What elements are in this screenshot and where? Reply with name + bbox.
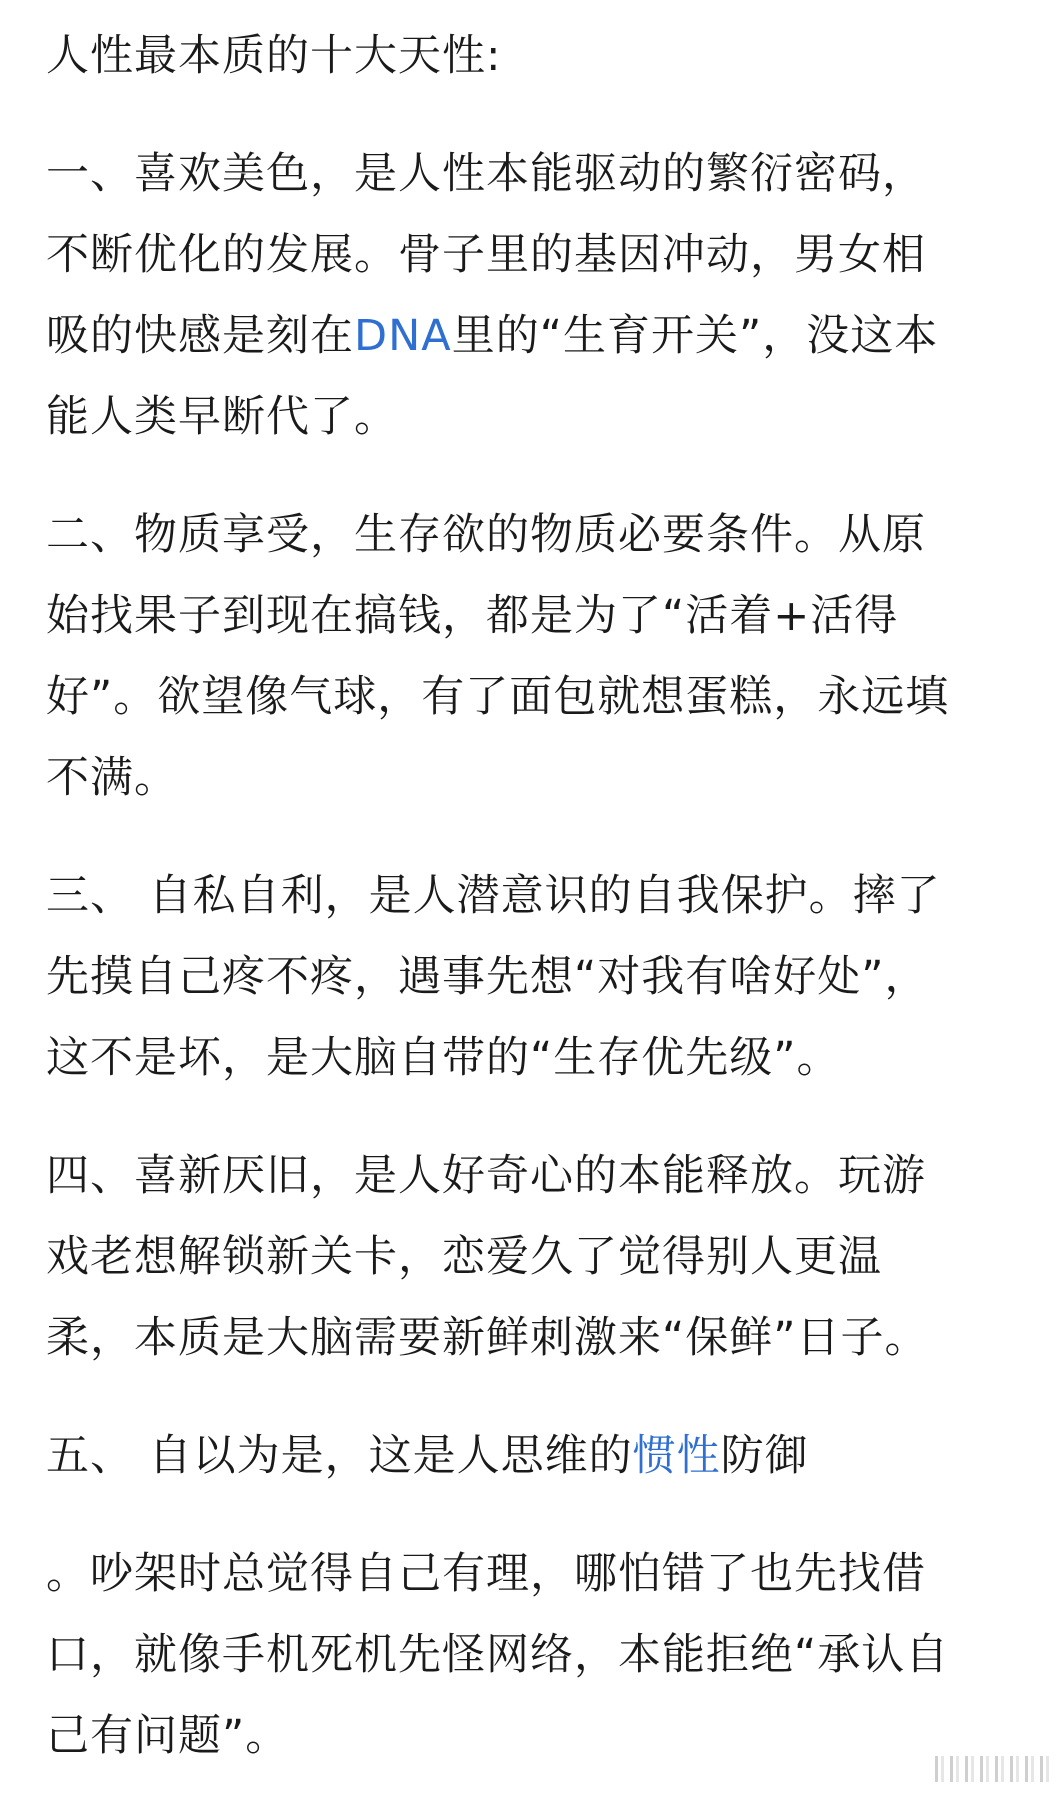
text-line [46,1416,1036,1497]
watermark-mark [1025,1756,1034,1782]
paragraph-4 [46,1136,1036,1379]
text-segment: 防御 [720,1431,809,1481]
inertia-link[interactable]: 惯性 [632,1431,721,1481]
text-line: 二、物质享受，生存欲的物质必要条件。从原 [46,510,926,560]
text-line [46,296,1036,377]
paragraph-1 [46,134,1036,458]
text-line: 不断优化的发展。骨子里的基因冲动，男女相 [46,230,926,280]
text-segment: 五、 自以为是，这是人思维的 [46,1431,633,1481]
text-line: 。吵架时总觉得自己有理，哪怕错了也先找借 [46,1549,926,1599]
watermark-mark [980,1756,989,1782]
watermark-mark [935,1756,944,1782]
paragraph-5 [46,1416,1036,1497]
text-line: 柔，本质是大脑需要新鲜刺激来“保鲜”日子。 [46,1313,929,1363]
dna-link[interactable]: DNA [354,311,452,361]
text-line: 能人类早断代了。 [46,392,398,442]
text-line: 这不是坏，是大脑自带的“生存优先级”。 [46,1033,841,1083]
watermark [749,1752,1049,1786]
text-line: 不满。 [46,753,178,803]
text-line: 一、喜欢美色，是人性本能驱动的繁衍密码， [46,149,926,199]
watermark-mark [965,1756,974,1782]
watermark-mark [1040,1756,1049,1782]
text-line: 始找果子到现在搞钱，都是为了“活着+活得 [46,591,899,641]
text-line: 口，就像手机死机先怪网络，本能拒绝“承认自 [46,1630,950,1680]
watermark-mark [995,1756,1004,1782]
watermark-mark [950,1756,959,1782]
text-line: 三、 自私自利，是人潜意识的自我保护。摔了 [46,871,941,921]
text-line: 四、喜新厌旧，是人好奇心的本能释放。玩游 [46,1151,926,1201]
text-line: 先摸自己疼不疼，遇事先想“对我有啥好处”， [46,952,929,1002]
text-line: 戏老想解锁新关卡，恋爱久了觉得别人更温 [46,1232,882,1282]
paragraph-6 [46,1534,1036,1777]
article-title: 人性最本质的十大天性: [46,31,502,81]
watermark-mark [1010,1756,1019,1782]
paragraph-2 [46,495,1036,819]
paragraph-3 [46,856,1036,1099]
text-segment: 里的“生育开关”，没这本 [451,311,939,361]
text-line: 好”。欲望像气球，有了面包就想蛋糕，永远填 [46,672,950,722]
text-segment: 吸的快感是刻在 [46,311,354,361]
text-line: 己有问题”。 [46,1711,290,1761]
article-body [46,16,1036,1777]
